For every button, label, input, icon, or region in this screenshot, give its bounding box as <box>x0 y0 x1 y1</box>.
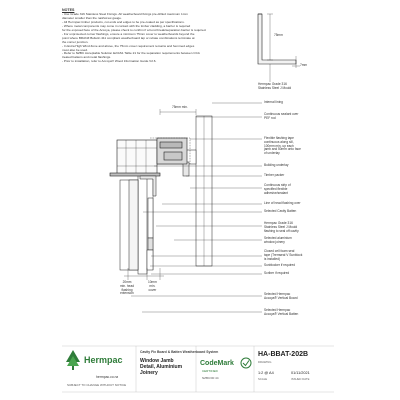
label-line: Accoya® Vertical Batten <box>264 311 299 316</box>
label-line: Internal lining <box>264 100 283 104</box>
notes-line: - For unprotected corner flashings, ensure a minimum 75mm cover to weatherboards beyond the <box>62 32 195 36</box>
label-cavity-batten <box>264 210 296 214</box>
drawing-title-line: Window Jamb <box>140 358 174 364</box>
label-line: 20mm <box>122 280 132 284</box>
label-line: Continuous sealant over <box>264 112 299 116</box>
notes-line: - All Hermpac timber products, cut ends and edges to be pre-coated as per specifications. <box>62 21 185 25</box>
label-line: Selected aluminium <box>264 236 292 240</box>
drawing-title-line: Detail, Aluminium <box>140 364 183 370</box>
label-line: Scriber if required <box>264 271 290 275</box>
label-line: flashing to seal off cavity <box>264 228 299 233</box>
drawing-number-label: DRAWING <box>258 360 272 364</box>
notes-line: - Where metal components may come in contact with the timber cladding, a barrier is required <box>62 25 191 29</box>
window-joinery <box>110 138 187 176</box>
scale-label: SCALE <box>258 377 268 381</box>
notes-line: - Prior to installation, refer to Accoya® Wood Information Guide V2.6. <box>62 60 157 64</box>
inset-caption-line: Stainless Steel J Mould <box>258 85 292 90</box>
notes-line: - In Extra High Wind Zone and above, the 75mm cover requirement remains and hemmed edges <box>62 44 195 48</box>
notes-list <box>62 13 252 64</box>
notes-line: the corner junction. <box>62 40 89 44</box>
label-line: of underlay <box>264 151 280 156</box>
drawing-title-line: Joinery <box>140 370 158 376</box>
hermpac-logo-icon <box>66 350 80 370</box>
label-line: continuous along sill, <box>264 139 294 144</box>
label-head-flashing <box>264 202 301 206</box>
label-sealant <box>264 113 298 121</box>
label-line: PEF rod <box>264 115 276 120</box>
issued-date-label: ISSUED DATE <box>291 377 310 381</box>
brand-name: Hermpac <box>84 355 123 365</box>
inset-dim-75: 75mm <box>274 33 283 37</box>
label-line: Line of head flashing over <box>264 201 301 205</box>
codemark-logo-icon <box>241 358 251 368</box>
label-line: flashing <box>121 287 133 292</box>
notes-line: for the exposed face of the Accoya, please check to confirm if a bond break/separation barrier is required. <box>62 29 207 33</box>
system-name: Cavity Fix Board & Batten Weatherboard System <box>140 350 219 354</box>
notes-line: - Use Grade 316 Stainless Steel Fixings. All weatherboard fixings pre-drilled maximum 1mm <box>62 13 188 17</box>
label-timber-packer <box>264 174 284 178</box>
label-line: 100mm min. up each <box>264 143 294 148</box>
issued-date: 01/11/2021 <box>291 371 310 375</box>
label-sunblocker <box>264 264 295 268</box>
label-vertical-batten <box>264 309 298 317</box>
label-line: Selected Hermpac <box>264 308 291 312</box>
drawing-title <box>140 358 182 376</box>
notes-line: - Refer to NZBC Acceptable Solution E2/AS1 Table 21 for the separation requirements between CCA <box>62 52 200 56</box>
drawing-number: HA-BBAT-202B <box>258 351 309 358</box>
label-line: window joinery <box>264 239 285 244</box>
label-line: tape (Tremseal V Sunblock <box>264 252 303 257</box>
inset-caption-line: Hermpac Grade 316 <box>258 82 287 86</box>
inset-caption <box>258 83 291 91</box>
label-line: Continuous strip of <box>264 183 291 187</box>
label-line: 10mm <box>148 280 157 284</box>
label-internal-lining <box>264 101 283 105</box>
brand-website: hermpac.co.nz <box>96 375 119 379</box>
label-j-mould <box>264 222 299 233</box>
scale-value: 1:2 @ A4 <box>258 371 274 375</box>
label-line: Sunblocker if required <box>264 263 296 267</box>
label-line: Accoya® Vertical Board <box>264 295 298 300</box>
label-line: Selected Cavity Batten <box>264 209 297 213</box>
label-foam-seal <box>264 250 302 261</box>
label-line: min. head <box>120 283 134 288</box>
label-line: Closed cell foam seal <box>264 249 295 253</box>
label-flashing-tape <box>264 137 301 156</box>
codemark-name: CodeMark <box>200 360 234 367</box>
label-line: Stainless Steel J Mould <box>264 224 298 229</box>
label-scriber <box>264 272 289 276</box>
label-line: min. <box>149 283 156 288</box>
label-min-cover <box>148 281 157 292</box>
codemark-certified: CERTIFIED <box>202 369 218 373</box>
dim-top-label: 75mm min. <box>172 105 188 109</box>
dimension-top <box>160 109 196 115</box>
label-head-flashing-extension <box>120 281 134 296</box>
label-underlay <box>264 164 288 168</box>
notes-title: NOTES <box>62 8 75 12</box>
label-line: specified flexible <box>264 186 288 191</box>
label-line: is installed) <box>264 256 280 261</box>
label-line: Building underlay <box>264 163 289 167</box>
j-mould-inset <box>258 14 300 82</box>
notes-line: diameter smaller than the nail/screw gauge. <box>62 17 122 21</box>
label-adhesive <box>264 184 291 195</box>
inset-dim-7: 7mm <box>300 63 308 67</box>
label-line: jamb and 50mm onto face <box>264 147 301 152</box>
label-line: Timber packer <box>264 173 285 177</box>
general-notes <box>62 9 252 64</box>
disclaimer: SUBJECT TO CHANGE WITHOUT NOTICE <box>67 383 127 387</box>
codemark-id: NZBC/00 44 <box>202 376 219 380</box>
label-line: Flexible flashing tape <box>264 136 294 140</box>
label-line: extension <box>120 291 134 296</box>
label-line: Selected Hermpac <box>264 292 291 296</box>
notes-line: point where BRANZ Bulletin 411 compliant weatherboard lap or rebate combinations terminate at <box>62 36 195 40</box>
notes-line: must also be used. <box>62 48 88 52</box>
label-line: Hermpac Grade 316 <box>264 221 293 225</box>
label-line: cover <box>148 287 157 292</box>
label-vertical-board <box>264 293 298 301</box>
label-line: adhesive/sealant <box>264 190 288 195</box>
notes-line: treated battens and metal flashings. <box>62 56 112 60</box>
label-window-joinery <box>264 237 292 245</box>
